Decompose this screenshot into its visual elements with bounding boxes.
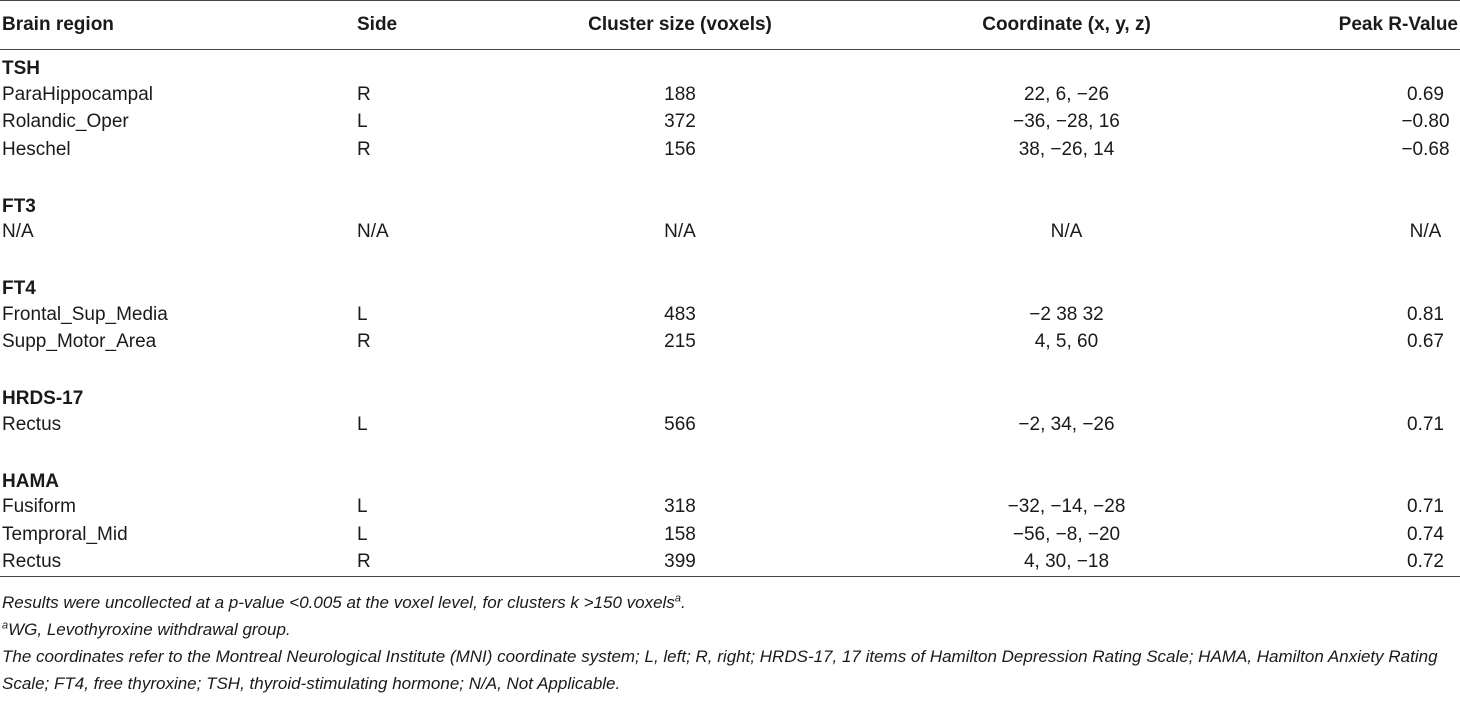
- cell-side: N/A: [357, 221, 389, 243]
- spacer-cell: [0, 439, 1460, 465]
- cell-brain-region: N/A: [2, 221, 34, 243]
- cell-coordinate: −2, 34, −26: [1018, 413, 1115, 435]
- footnote-abbreviations: The coordinates refer to the Montreal Neurological Institute (MNI) coordinate system; L, left; R, right; HRDS-17, 17 items of Hamilton Depression Rating Scale; HAMA, Hamilton Anxiety Rating Scale; FT4, free thyroxine; TSH, thyroid-stimulating hormone; N/A, Not Applicable.: [2, 647, 1438, 693]
- cell-cluster-size: 399: [480, 549, 880, 577]
- cell-side: R: [357, 331, 371, 353]
- footnote-wg: [2, 616, 1458, 643]
- cell-peak-r-value: 0.67: [1407, 331, 1444, 353]
- cell-peak-r-value: 0.81: [1407, 303, 1444, 325]
- cell-cluster-size: 318: [664, 496, 696, 518]
- cell-side: L: [357, 111, 368, 133]
- table-footnotes: [2, 589, 1458, 697]
- cell-side: L: [357, 413, 368, 435]
- cell-peak-r-value: 0.74: [1407, 523, 1444, 545]
- table-row: [0, 81, 1460, 109]
- cell-peak-r-value: 0.71: [1407, 496, 1444, 518]
- group-header-row: [0, 190, 1460, 219]
- footnote-marker: a: [2, 619, 9, 632]
- group-label: HRDS-17: [2, 388, 84, 409]
- spacer-cell: [0, 246, 1460, 272]
- group-header-row: [0, 272, 1460, 301]
- footnote-threshold-text: Results were uncollected at a p-value <0.005 at the voxel level, for clusters k >150 voxels: [2, 593, 675, 612]
- header-cluster-size: Cluster size (voxels): [480, 1, 880, 50]
- footnote-period: .: [680, 593, 686, 612]
- header-brain-region: Brain region: [0, 1, 355, 50]
- cell-peak-r-value: N/A: [1409, 221, 1442, 243]
- cell-brain-region: ParaHippocampal: [2, 83, 154, 105]
- cell-coordinate: 4, 30, −18: [880, 549, 1253, 577]
- header-side: Side: [355, 1, 480, 50]
- group-header-row: [0, 50, 1460, 82]
- cell-brain-region: Frontal_Sup_Media: [2, 303, 168, 325]
- cell-coordinate: −2 38 32: [1029, 303, 1104, 325]
- group-label: TSH: [2, 58, 40, 79]
- group-label: FT3: [2, 195, 36, 217]
- cell-side: L: [357, 523, 368, 545]
- cell-brain-region: Temproral_Mid: [2, 523, 128, 545]
- cell-brain-region: Rectus: [2, 413, 62, 435]
- group-header-row: [0, 382, 1460, 411]
- cell-peak-r-value: 0.71: [1407, 413, 1444, 435]
- group-spacer: [0, 439, 1460, 465]
- cell-coordinate: −36, −28, 16: [1013, 111, 1120, 133]
- cell-coordinate: 38, −26, 14: [1018, 138, 1115, 160]
- table-row: [0, 219, 1460, 247]
- cell-cluster-size: 483: [664, 303, 696, 325]
- table-row: [0, 549, 1460, 577]
- cell-brain-region: Rolandic_Oper: [2, 111, 129, 133]
- header-row: [0, 1, 1460, 50]
- cell-brain-region: Supp_Motor_Area: [2, 331, 157, 353]
- table-header: [0, 1, 1460, 50]
- cell-peak-r-value: −0.68: [1401, 138, 1450, 160]
- header-peak-r-value: Peak R-Value: [1253, 1, 1460, 50]
- cell-coordinate: 22, 6, −26: [1023, 83, 1110, 105]
- group-label: HAMA: [2, 470, 59, 492]
- group-spacer: [0, 356, 1460, 382]
- cell-cluster-size: 372: [664, 111, 696, 133]
- cell-cluster-size: 566: [664, 413, 696, 435]
- group-header-row: [0, 465, 1460, 494]
- spacer-cell: [0, 356, 1460, 382]
- footnote-wg-text: WG, Levothyroxine withdrawal group.: [8, 620, 291, 639]
- cell-coordinate: −56, −8, −20: [1012, 523, 1121, 545]
- cell-coordinate: 4, 5, 60: [1034, 331, 1099, 353]
- group-label: FT4: [2, 278, 36, 299]
- cell-cluster-size: 158: [664, 523, 696, 545]
- cell-side: R: [357, 83, 371, 105]
- cell-peak-r-value: −0.80: [1401, 111, 1450, 133]
- table-row: [0, 329, 1460, 357]
- footnote-threshold: [2, 589, 1458, 616]
- header-coordinate: Coordinate (x, y, z): [880, 1, 1253, 50]
- table-row: [0, 301, 1460, 329]
- cell-side: L: [357, 303, 368, 325]
- cell-cluster-size: 215: [664, 331, 696, 353]
- cell-brain-region: Rectus: [0, 549, 355, 577]
- cell-cluster-size: N/A: [664, 221, 696, 243]
- cell-peak-r-value: 0.72: [1253, 549, 1460, 577]
- footnote-marker: a: [674, 592, 681, 605]
- table-body: [0, 50, 1460, 577]
- table-row: [0, 411, 1460, 439]
- cell-side: R: [357, 138, 371, 160]
- table-row: [0, 494, 1460, 522]
- cell-cluster-size: 188: [664, 83, 696, 105]
- table-row: [0, 521, 1460, 549]
- cell-cluster-size: 156: [664, 138, 696, 160]
- group-spacer: [0, 246, 1460, 272]
- cell-side: L: [357, 496, 368, 518]
- cell-coordinate: N/A: [1050, 221, 1083, 243]
- cell-coordinate: −32, −14, −28: [1007, 496, 1126, 518]
- cell-side: R: [355, 549, 480, 577]
- table-row: [0, 109, 1460, 137]
- group-spacer: [0, 164, 1460, 190]
- cell-peak-r-value: 0.69: [1407, 83, 1444, 105]
- cell-brain-region: Heschel: [2, 138, 71, 160]
- cell-brain-region: Fusiform: [2, 496, 76, 518]
- table-row: [0, 136, 1460, 164]
- spacer-cell: [0, 164, 1460, 190]
